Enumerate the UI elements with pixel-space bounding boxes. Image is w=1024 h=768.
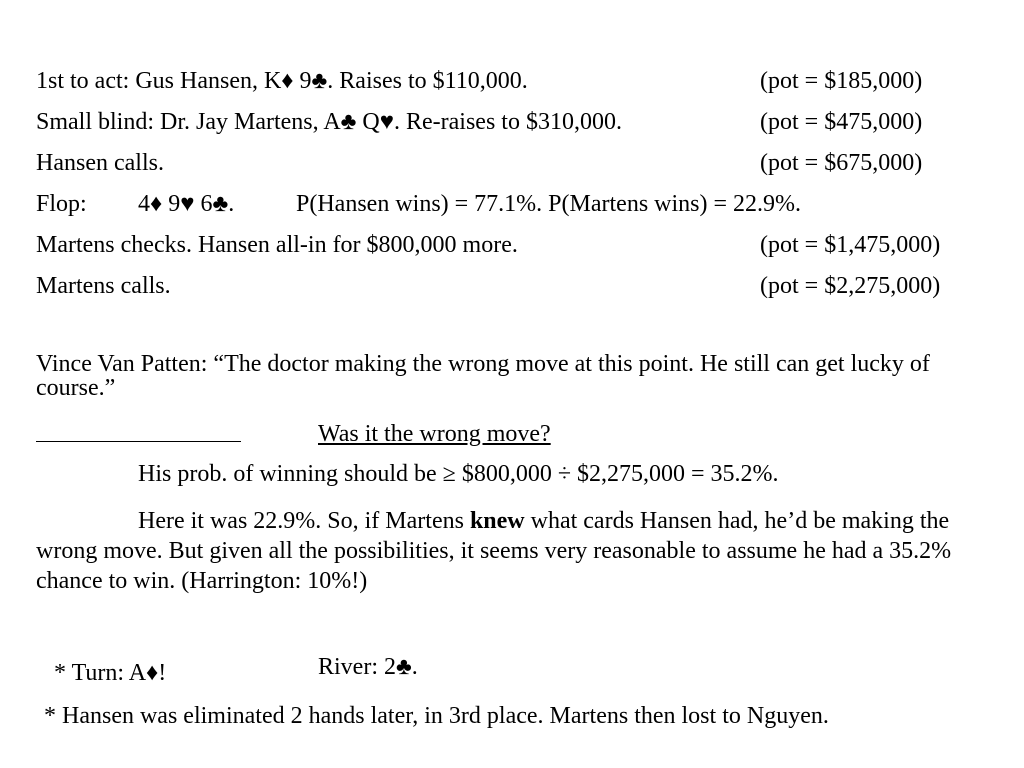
hand-line-5: Martens checks. Hansen all-in for $800,000 more.	[36, 232, 518, 258]
pot-line-3: (pot = $675,000)	[760, 150, 923, 176]
commentator-quote: Vince Van Patten: “The doctor making the wrong move at this point. He still can get lucky of course.”	[36, 351, 930, 401]
hand-line-2: Small blind: Dr. Jay Martens, A♣ Q♥. Re-raises to $310,000.	[36, 109, 622, 135]
flop-label: Flop:	[36, 191, 87, 217]
probability-line: His prob. of winning should be ≥ $800,000 ÷ $2,275,000 = 35.2%.	[138, 461, 779, 487]
pot-line-6: (pot = $2,275,000)	[760, 273, 941, 299]
analysis-text-start: Here it was 22.9%. So, if Martens	[138, 508, 470, 534]
analysis-paragraph	[36, 506, 996, 596]
analysis-text-end: what cards Hansen had, he’d be making the wrong move. But given all the possibilities, it seems very reasonable to assume he had a 35.2% chance to win. (Harrington: 10%!)	[36, 508, 952, 594]
flop-cards: 4♦ 9♥ 6♣.	[138, 191, 235, 217]
question-heading: Was it the wrong move?	[318, 421, 551, 447]
turn-note: * Turn: A♦!	[54, 660, 167, 686]
result-note: * Hansen was eliminated 2 hands later, in 3rd place. Martens then lost to Nguyen.	[44, 703, 829, 729]
hand-line-3: Hansen calls.	[36, 150, 164, 176]
pot-line-5: (pot = $1,475,000)	[760, 232, 941, 258]
river-note: River: 2♣.	[318, 654, 418, 680]
answer-blank	[36, 421, 241, 448]
pot-line-2: (pot = $475,000)	[760, 109, 923, 135]
analysis-bold-word: knew	[469, 508, 525, 534]
hand-line-6: Martens calls.	[36, 273, 171, 299]
flop-odds: P(Hansen wins) = 77.1%. P(Martens wins) = 22.9%.	[296, 191, 802, 217]
pot-line-1: (pot = $185,000)	[760, 68, 923, 94]
hand-line-1: 1st to act: Gus Hansen, K♦ 9♣. Raises to $110,000.	[36, 68, 528, 94]
